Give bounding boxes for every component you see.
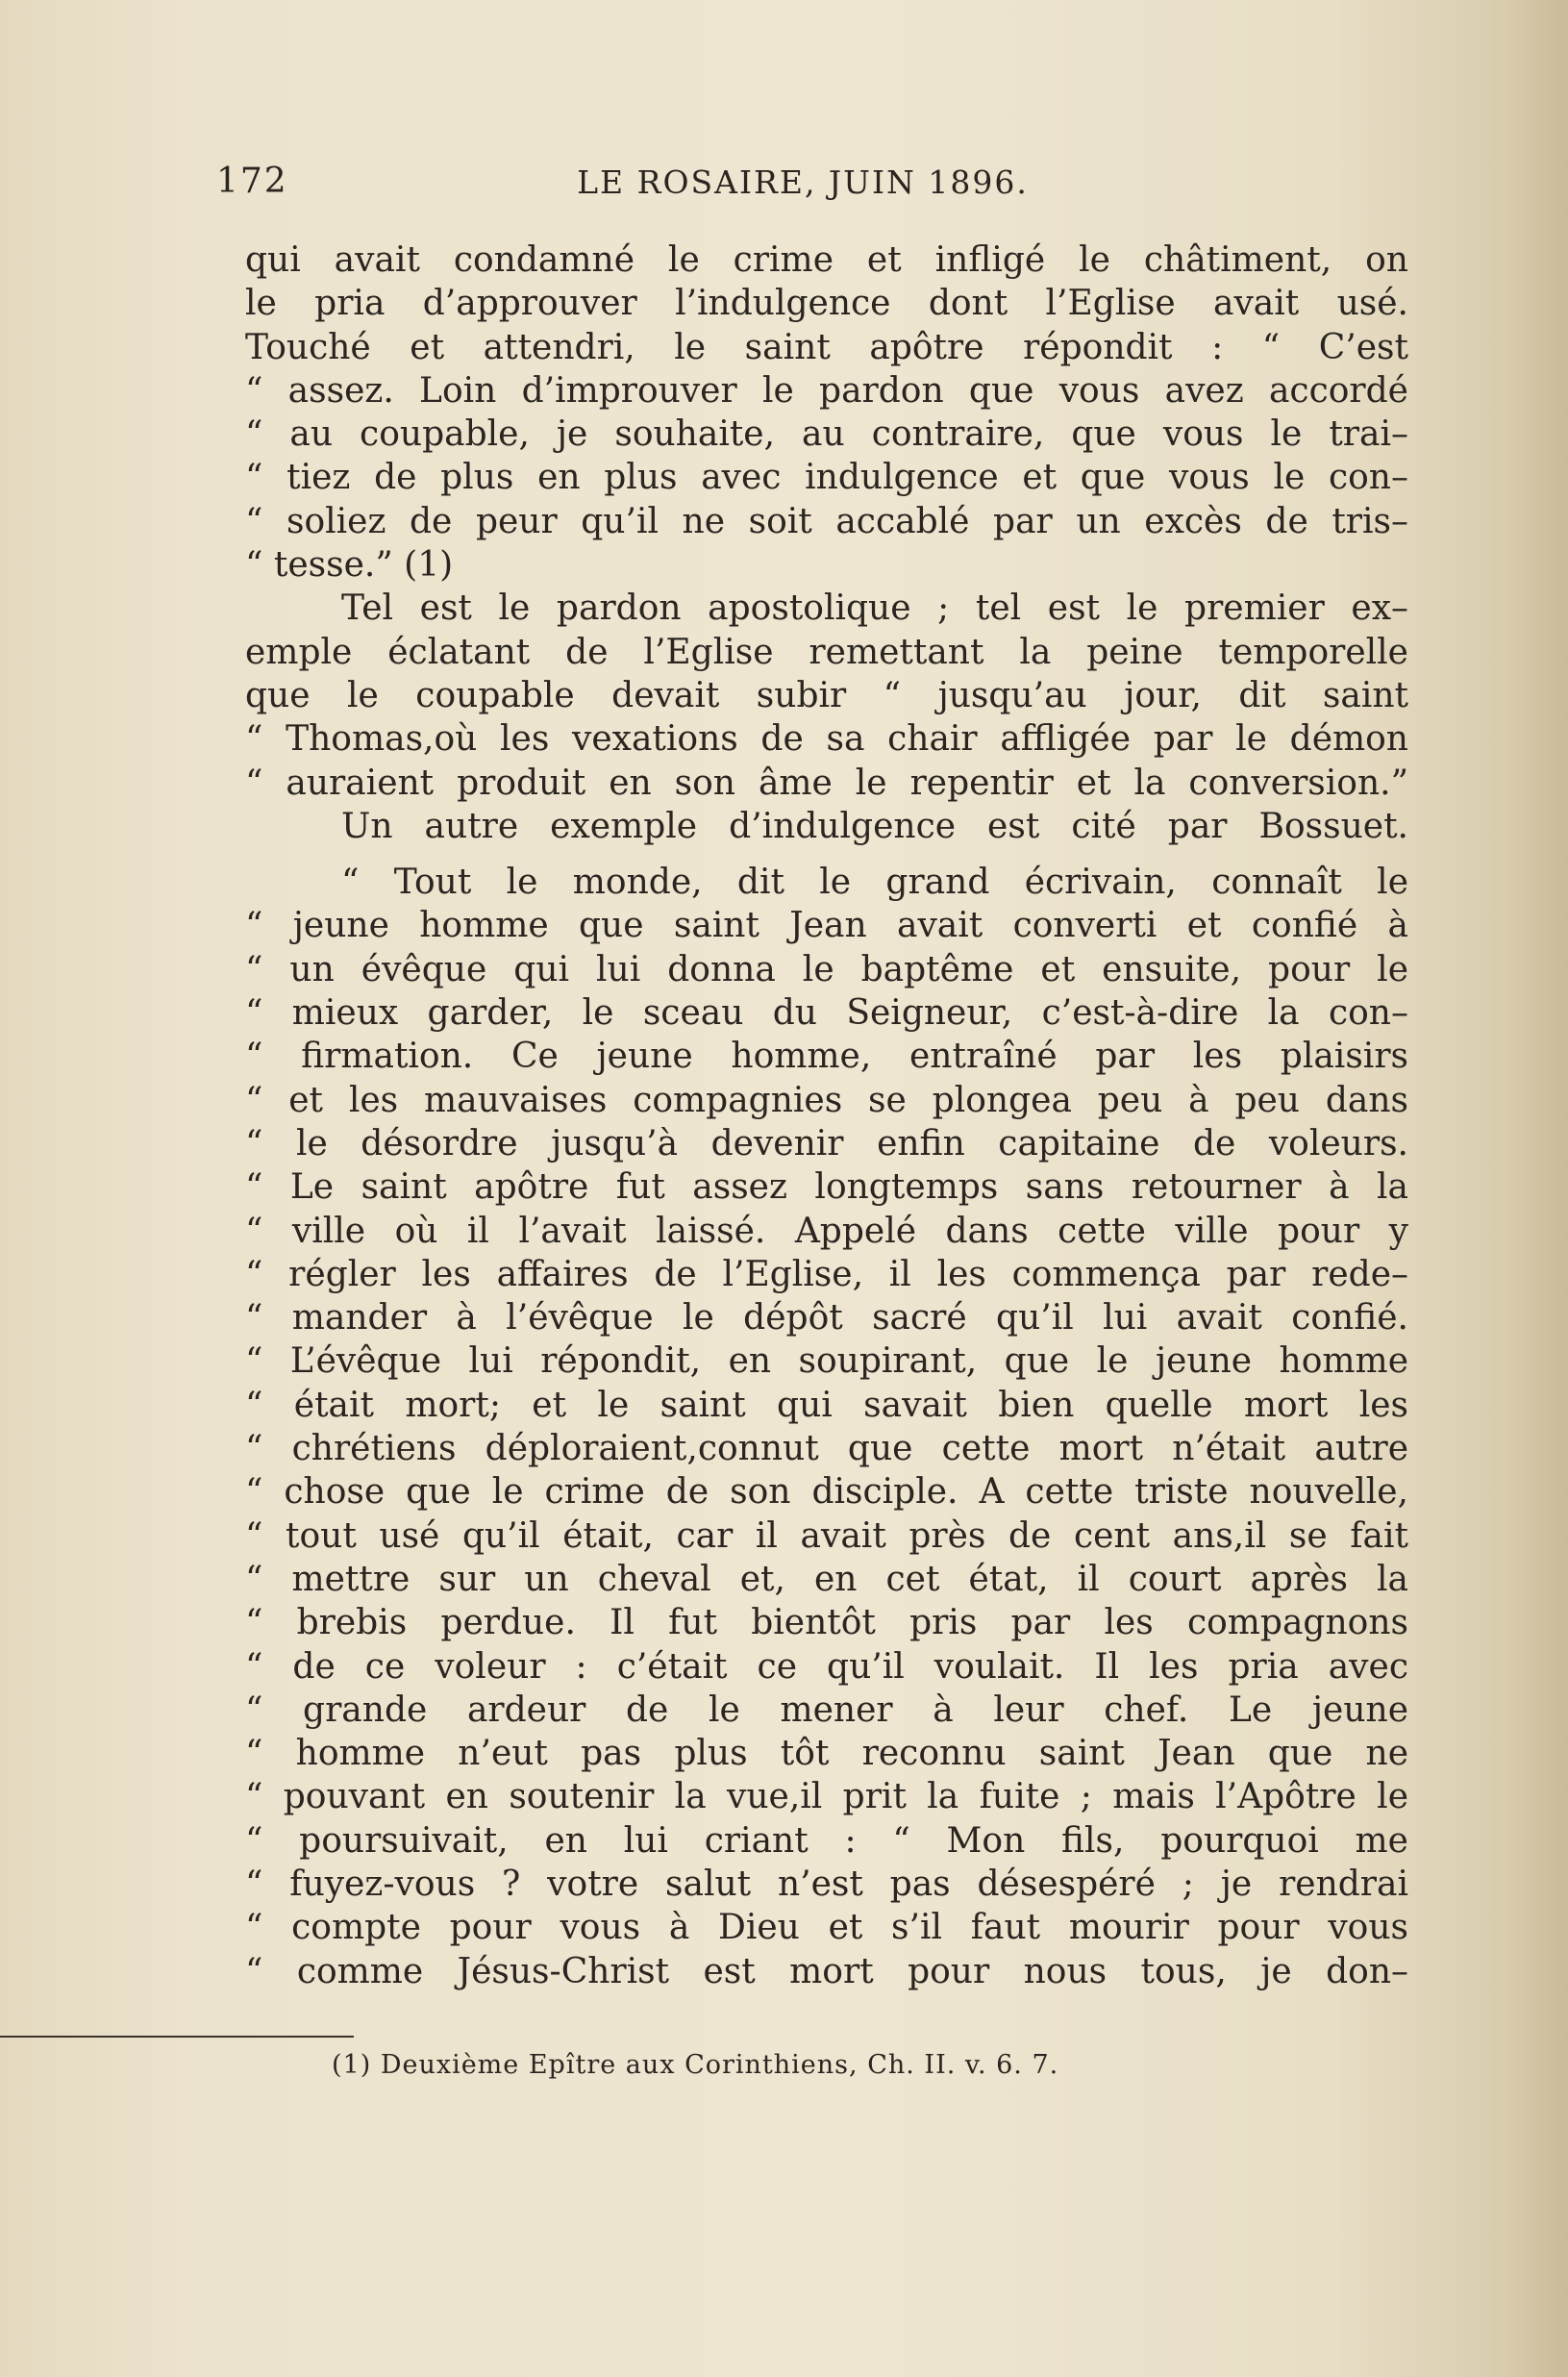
- text-line: “ tout usé qu’il était, car il avait près de cent ans,il se fait: [245, 1515, 1408, 1556]
- text-line: “ auraient produit en son âme le repentir et la conversion.”: [245, 763, 1408, 803]
- text-line: “ jeune homme que saint Jean avait converti et confié à: [245, 906, 1408, 946]
- text-line: “ Le saint apôtre fut assez longtemps sans retourner à la: [245, 1167, 1408, 1208]
- text-line: “ était mort; et le saint qui savait bien quelle mort les: [245, 1385, 1408, 1425]
- text-line: Touché et attendri, le saint apôtre répondit : “ C’est: [245, 327, 1408, 367]
- text-line: “ chrétiens déploraient,connut que cette mort n’était autre: [245, 1429, 1408, 1469]
- running-head: LE ROSAIRE, JUIN 1896.: [577, 163, 1029, 201]
- text-line: “ et les mauvaises compagnies se plongea peu à peu dans: [245, 1080, 1408, 1120]
- body-text: [245, 238, 1408, 1993]
- text-line: “ compte pour vous à Dieu et s’il faut mourir pour vous: [245, 1908, 1408, 1948]
- text-line: emple éclatant de l’Eglise remettant la peine temporelle: [245, 632, 1408, 672]
- text-line: “ tiez de plus en plus avec indulgence et que vous le con–: [245, 458, 1408, 498]
- text-line: “ assez. Loin d’improuver le pardon que vous avez accordé: [245, 370, 1408, 411]
- text-line: “ régler les affaires de l’Eglise, il les commença par rede–: [245, 1254, 1408, 1294]
- text-line: “ un évêque qui lui donna le baptême et ensuite, pour le: [245, 949, 1408, 989]
- text-line: “ grande ardeur de le mener à leur chef. Le jeune: [245, 1689, 1408, 1730]
- text-line: Tel est le pardon apostolique ; tel est le premier ex–: [341, 588, 1408, 629]
- footnote: (1) Deuxième Epître aux Corinthiens, Ch. II. v. 6. 7.: [332, 2050, 1059, 2080]
- text-line: “ poursuivait, en lui criant : “ Mon fils, pourquoi me: [245, 1820, 1408, 1861]
- page-number: 172: [216, 162, 288, 201]
- text-line: “ au coupable, je souhaite, au contraire, que vous le trai–: [245, 414, 1408, 455]
- text-line: “ Tout le monde, dit le grand écrivain, connaît le: [341, 863, 1408, 903]
- footnote-rule: [0, 2036, 354, 2038]
- text-line: “ homme n’eut pas plus tôt reconnu saint Jean que ne: [245, 1734, 1408, 1774]
- text-line: “ mieux garder, le sceau du Seigneur, c’est-à-dire la con–: [245, 993, 1408, 1034]
- text-line: “ firmation. Ce jeune homme, entraîné par les plaisirs: [245, 1037, 1408, 1077]
- text-line: “ Thomas,où les vexations de sa chair affligée par le démon: [245, 719, 1408, 760]
- text-line: le pria d’approuver l’indulgence dont l’Eglise avait usé.: [245, 284, 1408, 324]
- text-line: “ fuyez-vous ? votre salut n’est pas désespéré ; je rendrai: [245, 1864, 1408, 1904]
- text-line: “ pouvant en soutenir la vue,il prit la fuite ; mais l’Apôtre le: [245, 1777, 1408, 1817]
- text-line: “ tesse.” (1): [245, 545, 454, 586]
- text-line: “ soliez de peur qu’il ne soit accablé par un excès de tris–: [245, 501, 1408, 541]
- text-line: “ comme Jésus-Christ est mort pour nous tous, je don–: [245, 1951, 1408, 1991]
- text-line: que le coupable devait subir “ jusqu’au jour, dit saint: [245, 675, 1408, 715]
- text-line: “ de ce voleur : c’était ce qu’il voulait. Il les pria avec: [245, 1646, 1408, 1687]
- text-line: Un autre exemple d’indulgence est cité par Bossuet.: [341, 806, 1408, 846]
- text-line: “ mander à l’évêque le dépôt sacré qu’il lui avait confié.: [245, 1298, 1408, 1339]
- text-line: qui avait condamné le crime et infligé le châtiment, on: [245, 240, 1408, 280]
- text-line: “ brebis perdue. Il fut bientôt pris par les compagnons: [245, 1603, 1408, 1643]
- text-line: “ le désordre jusqu’à devenir enfin capitaine de voleurs.: [245, 1123, 1408, 1163]
- page-header: [216, 162, 1389, 208]
- text-line: “ mettre sur un cheval et, en cet état, il court après la: [245, 1559, 1408, 1599]
- text-line: “ L’évêque lui répondit, en soupirant, que le jeune homme: [245, 1341, 1408, 1382]
- text-line: “ chose que le crime de son disciple. A cette triste nouvelle,: [245, 1472, 1408, 1513]
- text-line: “ ville où il l’avait laissé. Appelé dans cette ville pour y: [245, 1211, 1408, 1251]
